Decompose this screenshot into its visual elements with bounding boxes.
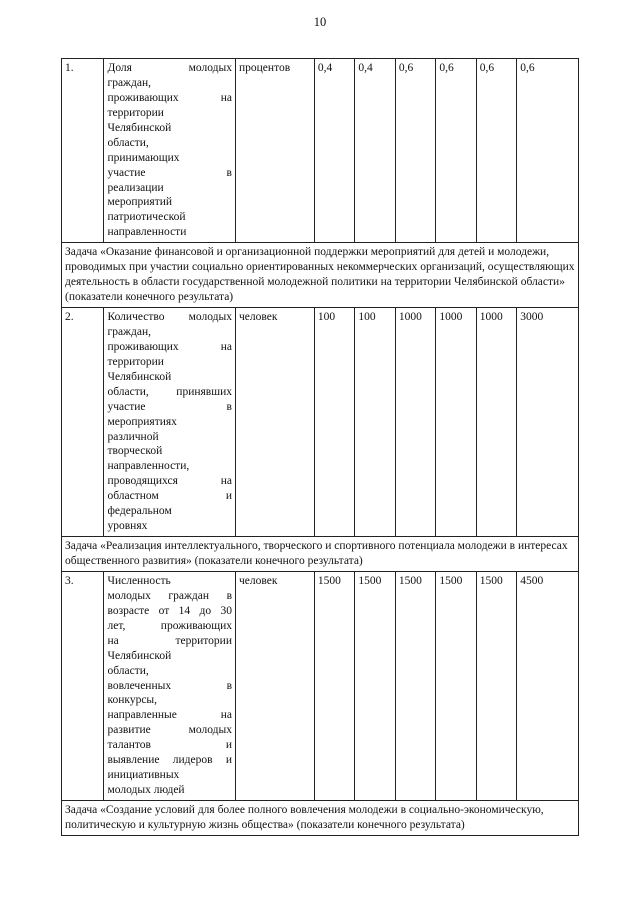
description-line: конкурсы, — [107, 694, 158, 707]
indicator-description — [104, 308, 236, 537]
description-line: инициативных — [107, 769, 180, 782]
value-cell: 0,6 — [476, 59, 516, 243]
description-line: проживающих на — [107, 91, 232, 104]
row-number: 3. — [62, 571, 104, 800]
page-number: 10 — [313, 15, 327, 29]
description-line: Челябинской — [107, 649, 172, 662]
description-line: на территории — [107, 634, 232, 647]
table-row — [62, 308, 579, 537]
value-cell: 1500 — [355, 571, 395, 800]
description-line: Доля молодых — [107, 62, 232, 74]
unit-cell: человек — [236, 571, 315, 800]
value-cell: 1000 — [436, 308, 476, 537]
value-cell: 4500 — [517, 571, 579, 800]
description-line: Численность — [107, 574, 171, 587]
value-cell: 100 — [314, 308, 354, 537]
description-line: участие в — [107, 400, 232, 413]
value-cell: 1500 — [395, 571, 435, 800]
description-line: областном и — [107, 490, 232, 503]
description-line: проводящихся на — [107, 475, 232, 488]
description-line: области, — [107, 136, 149, 149]
task-text: Задача «Создание условий для более полного вовлечения молодежи в социально-экономическую, политическую и культурную жизнь общества» (показатели конечного результата) — [62, 801, 579, 836]
row-number: 1. — [62, 59, 104, 243]
description-line: молодых людей — [107, 784, 185, 797]
value-cell: 1000 — [476, 308, 516, 537]
description-line: развитие молодых — [107, 724, 232, 737]
description-line: направленности, — [107, 460, 190, 473]
description-line: талантов и — [107, 739, 232, 752]
description-line: направленные на — [107, 709, 232, 722]
description-line: уровнях — [107, 520, 148, 533]
value-cell: 1500 — [476, 571, 516, 800]
description-line: федеральном — [107, 505, 172, 518]
description-line: патриотической — [107, 211, 186, 224]
task-row — [62, 243, 579, 308]
description-line: возрасте от 14 до 30 — [107, 604, 232, 617]
description-line: территории — [107, 355, 164, 368]
description-line: граждан, — [107, 76, 151, 89]
description-line: выявление лидеров и — [107, 754, 232, 767]
value-cell: 1500 — [314, 571, 354, 800]
task-row — [62, 537, 579, 572]
description-line: участие в — [107, 166, 232, 179]
value-cell: 0,4 — [355, 59, 395, 243]
description-line: молодых граждан в — [107, 589, 232, 602]
description-line: направленности — [107, 226, 187, 239]
description-line: лет, проживающих — [107, 619, 232, 632]
description-line: Челябинской — [107, 370, 172, 383]
description-line: проживающих на — [107, 340, 232, 353]
row-number: 2. — [62, 308, 104, 537]
task-row — [62, 801, 579, 836]
task-text: Задача «Оказание финансовой и организационной поддержки мероприятий для детей и молодежи, проводимых при участии социально ориентированных некоммерческих организаций, осуществляющих деятельность в области государственной молодежной политики на территории Челябинской области» (показатели конечного результата) — [62, 243, 579, 308]
value-cell: 0,6 — [436, 59, 476, 243]
value-cell: 1000 — [395, 308, 435, 537]
value-cell: 3000 — [517, 308, 579, 537]
indicator-description — [104, 59, 236, 243]
description-line: Количество молодых — [107, 311, 232, 323]
value-cell: 1500 — [436, 571, 476, 800]
value-cell: 0,6 — [517, 59, 579, 243]
description-line: вовлеченных в — [107, 679, 232, 692]
description-line: Челябинской — [107, 121, 172, 134]
description-line: мероприятиях — [107, 415, 177, 428]
indicators-table — [61, 58, 579, 836]
description-line: реализации — [107, 181, 164, 194]
indicator-description — [104, 571, 236, 800]
description-line: граждан, — [107, 325, 151, 338]
table-row — [62, 571, 579, 800]
description-line: мероприятий — [107, 196, 173, 209]
value-cell: 100 — [355, 308, 395, 537]
unit-cell: человек — [236, 308, 315, 537]
value-cell: 0,6 — [395, 59, 435, 243]
task-text: Задача «Реализация интеллектуального, творческого и спортивного потенциала молодежи в интересах общественного развития» (показатели конечного результата) — [62, 537, 579, 572]
unit-cell: процентов — [236, 59, 315, 243]
description-line: принимающих — [107, 151, 180, 164]
description-line: творческой — [107, 445, 163, 458]
table-row — [62, 59, 579, 243]
description-line: территории — [107, 106, 164, 119]
description-line: области, — [107, 664, 149, 677]
description-line: области, принявших — [107, 385, 232, 398]
description-line: различной — [107, 430, 159, 443]
value-cell: 0,4 — [314, 59, 354, 243]
